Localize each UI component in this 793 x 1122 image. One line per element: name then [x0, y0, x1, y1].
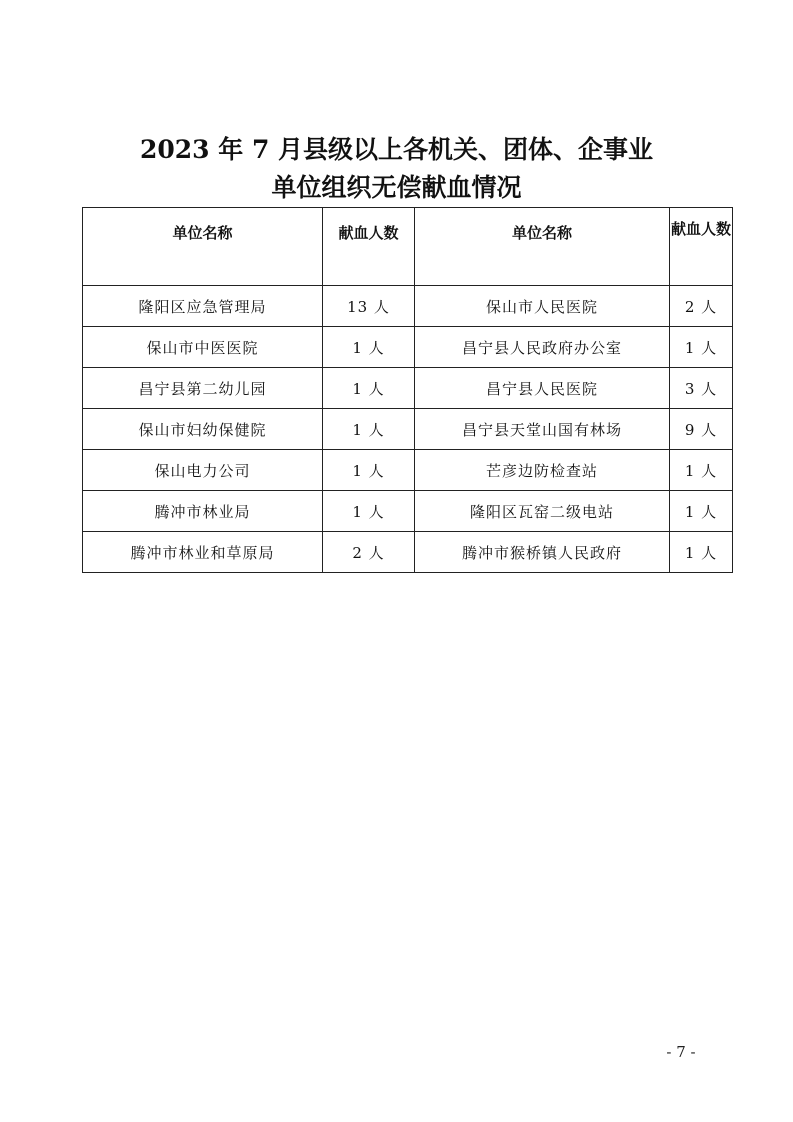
- donor-count-cell: 1 人: [323, 491, 415, 532]
- table-row: [83, 286, 733, 327]
- unit-name-cell: 腾冲市林业和草原局: [83, 532, 323, 573]
- unit-name-cell: 保山电力公司: [83, 450, 323, 491]
- header-donor-count-left: 献血人数: [323, 208, 415, 286]
- donor-count-cell: 1 人: [670, 532, 733, 573]
- table-row: [83, 327, 733, 368]
- blood-donation-table: [82, 207, 733, 573]
- unit-name-cell: 昌宁县第二幼儿园: [83, 368, 323, 409]
- unit-name-cell: 芒彦边防检查站: [415, 450, 670, 491]
- table-row: [83, 368, 733, 409]
- donor-count-cell: 9 人: [670, 409, 733, 450]
- donor-count-cell: 2 人: [670, 286, 733, 327]
- unit-name-cell: 昌宁县人民政府办公室: [415, 327, 670, 368]
- unit-name-cell: 保山市妇幼保健院: [83, 409, 323, 450]
- unit-name-cell: 昌宁县天堂山国有林场: [415, 409, 670, 450]
- table-row: [83, 409, 733, 450]
- page-number: - 7 -: [666, 1043, 696, 1061]
- header-unit-name-right: 单位名称: [415, 208, 670, 286]
- donor-count-cell: 3 人: [670, 368, 733, 409]
- unit-name-cell: 昌宁县人民医院: [415, 368, 670, 409]
- table-header-row: [83, 208, 733, 286]
- unit-name-cell: 保山市人民医院: [415, 286, 670, 327]
- unit-name-cell: 隆阳区应急管理局: [83, 286, 323, 327]
- donor-count-cell: 13 人: [323, 286, 415, 327]
- unit-name-cell: 保山市中医医院: [83, 327, 323, 368]
- donor-count-cell: 1 人: [323, 327, 415, 368]
- donor-count-cell: 1 人: [670, 491, 733, 532]
- donor-count-cell: 2 人: [323, 532, 415, 573]
- table-row: [83, 532, 733, 573]
- table-row: [83, 491, 733, 532]
- unit-name-cell: 腾冲市猴桥镇人民政府: [415, 532, 670, 573]
- donor-count-cell: 1 人: [670, 450, 733, 491]
- document-title-line-1: 2023 年 7 月县级以上各机关、团体、企事业: [139, 135, 654, 164]
- unit-name-cell: 腾冲市林业局: [83, 491, 323, 532]
- donor-count-cell: 1 人: [323, 450, 415, 491]
- document-title-line-2: 单位组织无偿献血情况: [271, 173, 522, 202]
- unit-name-cell: 隆阳区瓦窑二级电站: [415, 491, 670, 532]
- donor-count-cell: 1 人: [323, 409, 415, 450]
- header-unit-name-left: 单位名称: [83, 208, 323, 286]
- donor-count-cell: 1 人: [670, 327, 733, 368]
- donor-count-cell: 1 人: [323, 368, 415, 409]
- header-donor-count-right: 献血人数: [670, 208, 733, 286]
- table-row: [83, 450, 733, 491]
